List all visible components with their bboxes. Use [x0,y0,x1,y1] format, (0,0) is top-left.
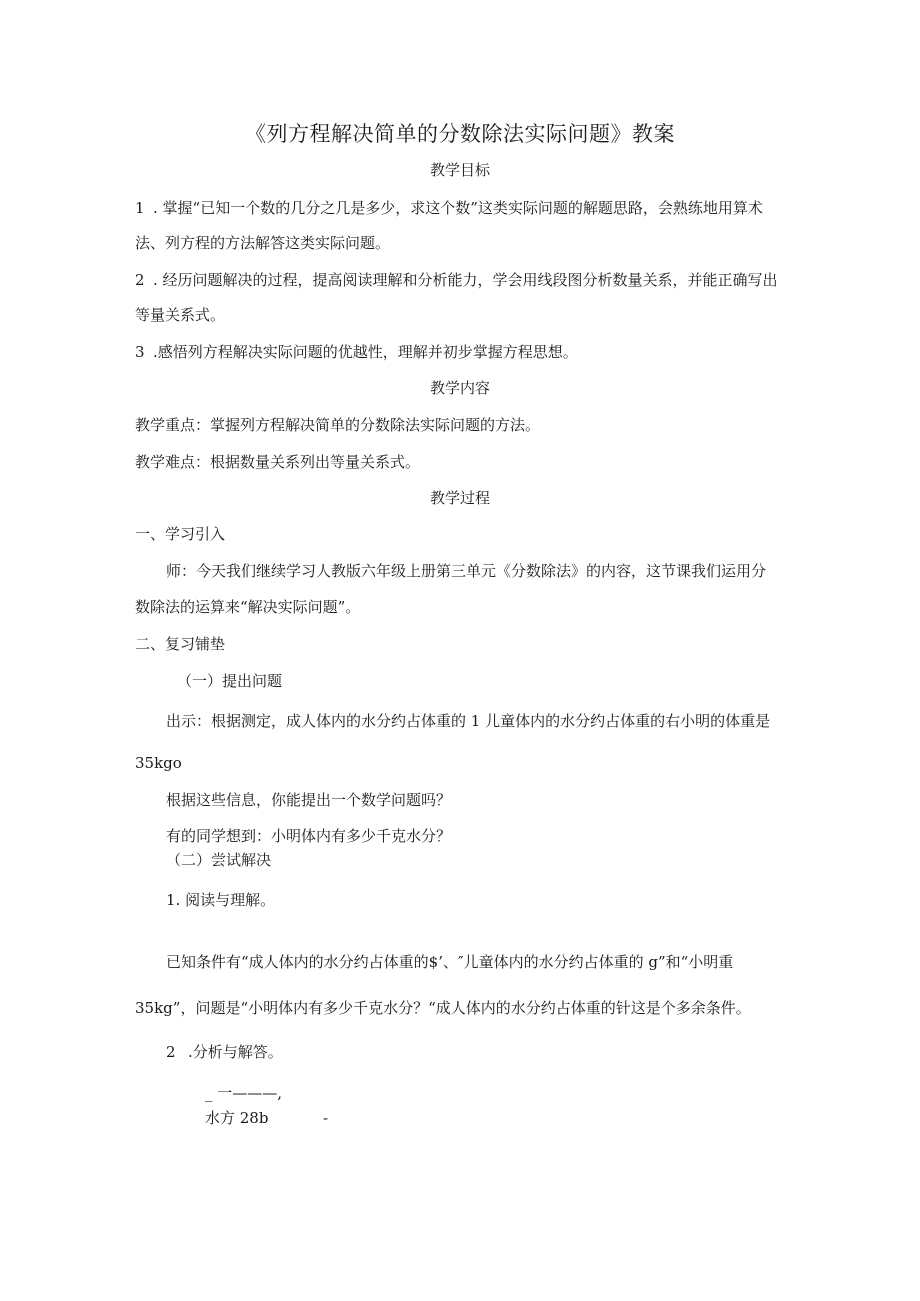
part-1-heading: 一、学习引入 [135,525,226,543]
goal-2-line-1: . 经历问题解决的过程，提高阅读理解和分析能力，学会用线段图分析数量关系，并能正确写出 [153,271,778,289]
process-heading: 教学过程 [429,489,490,507]
part-1-line-2: 数除法的运算来“解决实际问题”。 [135,598,361,616]
content-heading: 教学内容 [429,379,490,397]
goal-1-number: 1 [135,199,145,217]
sub-heading-raise-question: （一）提出问题 [177,672,283,690]
goal-2-number: 2 [135,271,145,289]
student-question: 有的同学想到：小明体内有多少千克水分？ [166,827,452,845]
step-2-number: 2 [166,1043,176,1061]
sub-heading-try-solve: （二）尝试解决 [166,851,272,869]
key-point: 教学重点：掌握列方程解决简单的分数除法实际问题的方法。 [135,416,541,434]
part-1-line-1: 师：今天我们继续学习人教版六年级上册第三单元《分数除法》的内容，这节课我们运用分 [166,562,767,580]
diagram-bottom-label: 水方 28b [205,1109,269,1127]
known-conditions-line-2: 35kg”，问题是“小明体内有多少千克水分？“成人体内的水分约占体重的针这是个多余条件。 [135,999,751,1017]
diagram-top-marks: _ 一———, [205,1084,283,1102]
step-2-analyze-solve: .分析与解答。 [188,1043,283,1061]
goal-1-line-2: 法、列方程的方法解答这类实际问题。 [135,234,391,252]
goal-3-line-1: .感悟列方程解决实际问题的优越性，理解并初步掌握方程思想。 [153,343,578,361]
goal-3-number: 3 [135,343,145,361]
problem-line-2: 35kgo [135,754,182,772]
step-1-read-understand: 1. 阅读与理解。 [166,891,276,909]
problem-line-1: 出示：根据测定，成人体内的水分约占体重的 1 儿童体内的水分约占体重的右小明的体重是 [166,712,771,730]
document-title: 《列方程解决简单的分数除法实际问题》教案 [245,122,675,146]
goal-2-line-2: 等量关系式。 [135,306,226,324]
goal-1-line-1: . 掌握“已知一个数的几分之几是多少，求这个数”这类实际问题的解题思路，会熟练地用算术 [153,199,763,217]
diagram-dash: - [323,1109,329,1127]
goals-heading: 教学目标 [429,161,490,179]
known-conditions-line-1: 已知条件有“成人体内的水分约占体重的$’、″儿童体内的水分约占体重的 g”和“小明重 [166,953,734,971]
part-2-heading: 二、复习铺垫 [135,635,226,653]
prompt-question: 根据这些信息，你能提出一个数学问题吗？ [166,791,452,809]
difficulty-point: 教学难点：根据数量关系列出等量关系式。 [135,453,421,471]
